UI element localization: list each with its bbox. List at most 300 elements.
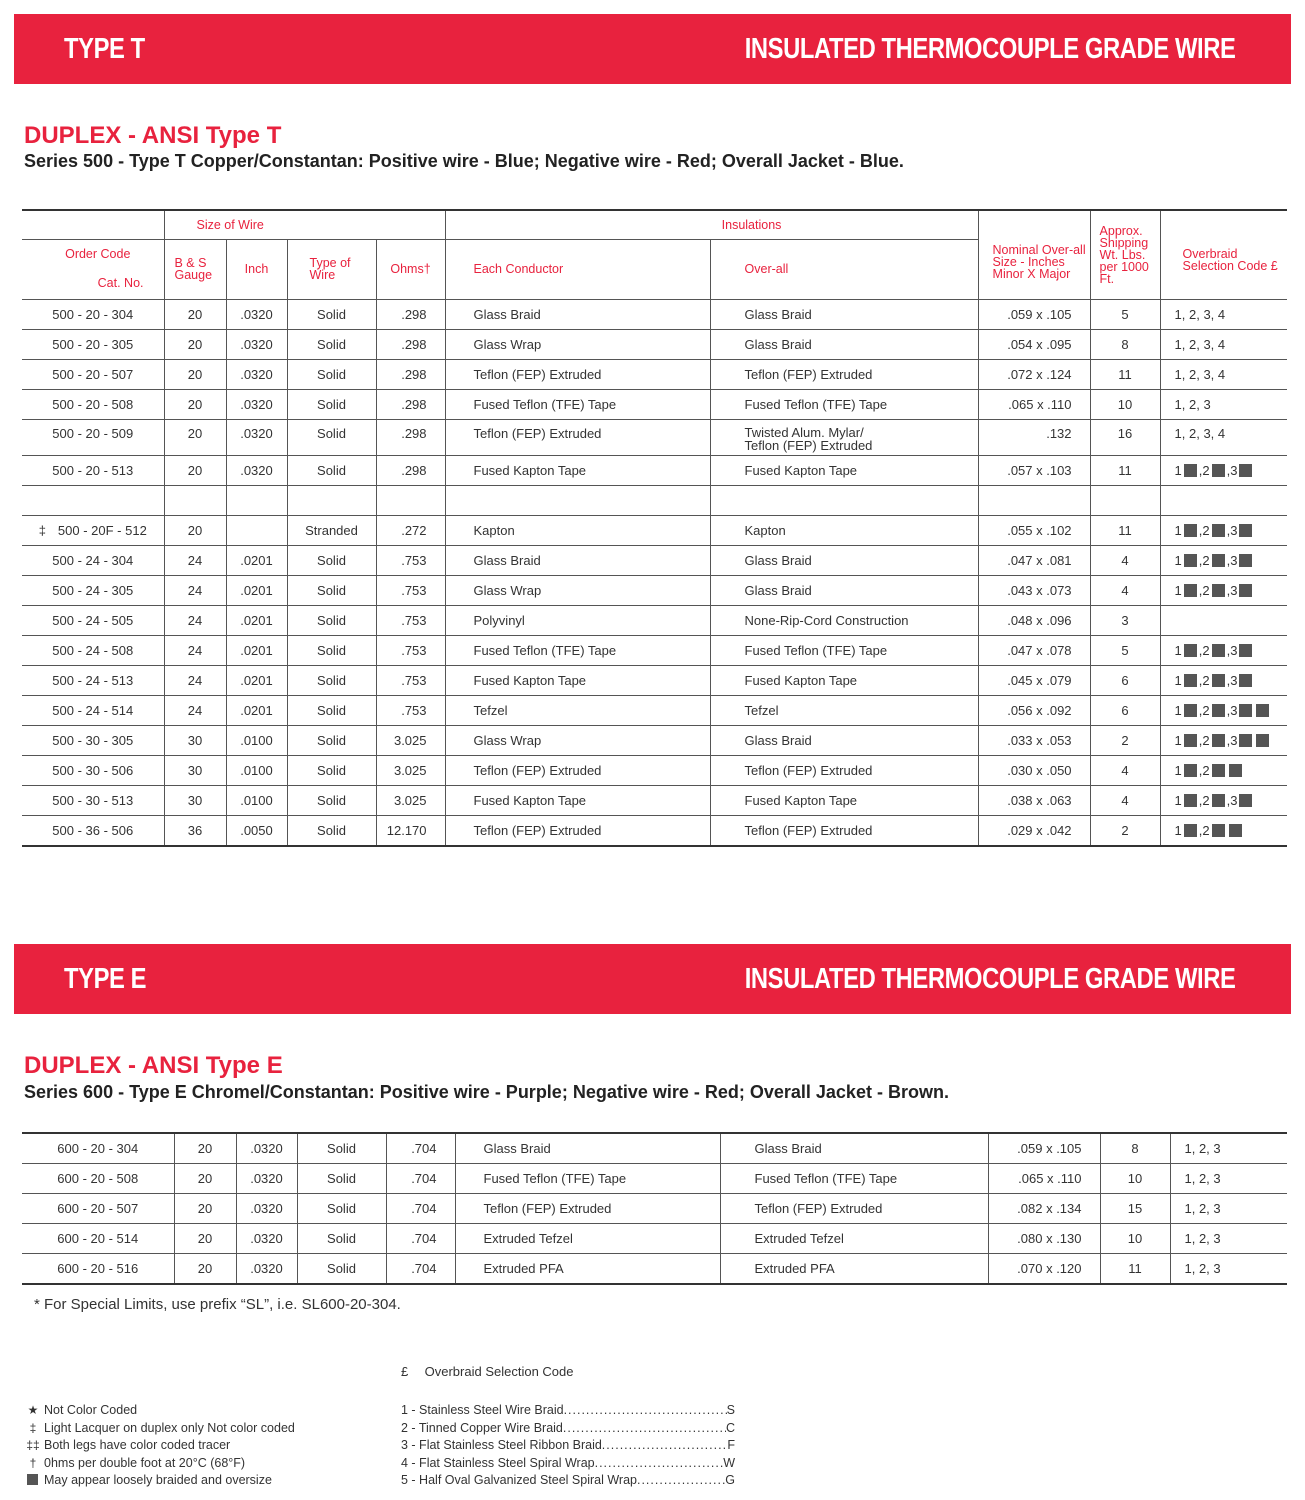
- legend-symbol: ‡‡: [26, 1438, 40, 1452]
- wire-type-cell: Solid: [287, 605, 376, 635]
- braid-code-text: ,2: [1198, 642, 1210, 658]
- order-code-cell: [22, 389, 164, 419]
- order-code-text: 500 - 20F - 512: [57, 522, 147, 538]
- order-code-text: 500 - 24 - 514: [52, 702, 134, 718]
- table-row: [22, 1224, 1287, 1254]
- symbol-legend: [22, 1402, 295, 1490]
- each-conductor-cell: Extruded PFA: [455, 1254, 720, 1285]
- each-conductor-cell: Fused Teflon (TFE) Tape: [445, 635, 710, 665]
- overbraid-code-cell: [1160, 815, 1287, 846]
- special-limits-note: * For Special Limits, use prefix “SL”, i.e. SL600-20-304.: [34, 1296, 401, 1313]
- ohms-cell: .298: [376, 359, 445, 389]
- overbraid-code-cell: [1160, 695, 1287, 725]
- wire-type-cell: Solid: [287, 695, 376, 725]
- shipping-weight-cell: 10: [1100, 1224, 1170, 1254]
- braid-code-text: ,2: [1198, 582, 1210, 598]
- oversize-square-icon: [1239, 554, 1252, 567]
- each-conductor-cell: Polyvinyl: [445, 605, 710, 635]
- overbraid-code-list: [401, 1402, 735, 1490]
- order-code-text: 500 - 20 - 508: [52, 396, 134, 412]
- gauge-cell: 24: [164, 545, 226, 575]
- header-blank: [22, 210, 164, 239]
- overbraid-code-cell: [1160, 635, 1287, 665]
- oversize-square-icon: [1229, 764, 1242, 777]
- shipping-weight-cell: 5: [1090, 299, 1160, 329]
- oversize-square-icon: [1184, 524, 1197, 537]
- ohms-cell: .704: [386, 1164, 455, 1194]
- ohms-cell: .753: [376, 665, 445, 695]
- inch-cell: .0201: [226, 575, 287, 605]
- braid-code-text: ,2: [1198, 552, 1210, 568]
- each-conductor-cell: Fused Kapton Tape: [445, 455, 710, 485]
- overbraid-code-cell: 1, 2, 3: [1170, 1224, 1287, 1254]
- gauge-cell: 20: [174, 1194, 236, 1224]
- each-conductor-cell: Teflon (FEP) Extruded: [445, 755, 710, 785]
- overbraid-code-label: 1 - Stainless Steel Wire Braid: [401, 1403, 564, 1417]
- inch-cell: .0201: [226, 605, 287, 635]
- gauge-cell: 24: [164, 695, 226, 725]
- braid-code-text: ,3: [1226, 672, 1238, 688]
- overbraid-code-cell: 1, 2, 3: [1170, 1254, 1287, 1285]
- empty-cell: [22, 485, 164, 515]
- lacquer-mark: ‡: [38, 522, 46, 538]
- gauge-cell: 24: [164, 575, 226, 605]
- oversize-square-icon: [1184, 464, 1197, 477]
- wire-type-cell: Solid: [287, 455, 376, 485]
- type-t-title: DUPLEX - ANSI Type T: [24, 122, 282, 149]
- inch-cell: .0100: [226, 755, 287, 785]
- type-e-title: DUPLEX - ANSI Type E: [24, 1052, 283, 1079]
- nominal-size-cell: .065 x .110: [978, 389, 1090, 419]
- oversize-square-icon: [1184, 764, 1197, 777]
- braid-code-text: ,2: [1198, 522, 1210, 538]
- order-code-text: 500 - 24 - 304: [52, 552, 134, 568]
- nominal-size-cell: .059 x .105: [988, 1133, 1100, 1164]
- ohms-cell: .272: [376, 515, 445, 545]
- each-conductor-cell: Fused Teflon (TFE) Tape: [445, 389, 710, 419]
- nominal-size-cell: .055 x .102: [978, 515, 1090, 545]
- oversize-square-icon: [1212, 764, 1225, 777]
- dot-leader: [637, 1472, 725, 1490]
- banner-type-label: TYPE E: [64, 963, 147, 995]
- overbraid-code-cell: 1, 2, 3: [1170, 1194, 1287, 1224]
- oversize-square-icon: [1239, 674, 1252, 687]
- header-order-code: Order Code: [22, 239, 164, 268]
- order-code-text: 500 - 30 - 305: [52, 732, 134, 748]
- braid-code-text: 1: [1174, 552, 1182, 568]
- inch-cell: .0201: [226, 695, 287, 725]
- inch-cell: .0100: [226, 785, 287, 815]
- legend-row: [22, 1420, 295, 1438]
- table-row: [22, 299, 1287, 329]
- over-all-line: Teflon (FEP) Extruded: [744, 437, 873, 453]
- oversize-square-icon: [1184, 674, 1197, 687]
- nominal-size-cell: .132: [978, 419, 1090, 455]
- inch-cell: .0201: [226, 635, 287, 665]
- oversize-square-icon: [1229, 824, 1242, 837]
- wire-type-cell: Stranded: [287, 515, 376, 545]
- over-all-cell: Fused Teflon (TFE) Tape: [710, 389, 978, 419]
- overbraid-code-letter: C: [725, 1420, 735, 1435]
- gauge-cell: 30: [164, 755, 226, 785]
- overbraid-code-cell: [1160, 605, 1287, 635]
- order-code-cell: [22, 695, 164, 725]
- braid-code-text: 1: [1174, 732, 1182, 748]
- over-all-cell: None-Rip-Cord Construction: [710, 605, 978, 635]
- braid-code-text: ,3: [1226, 792, 1238, 808]
- inch-cell: [226, 515, 287, 545]
- ohms-cell: .753: [376, 575, 445, 605]
- shipping-weight-cell: 2: [1090, 725, 1160, 755]
- wire-type-cell: Solid: [287, 359, 376, 389]
- nominal-size-cell: .030 x .050: [978, 755, 1090, 785]
- each-conductor-cell: Fused Teflon (TFE) Tape: [455, 1164, 720, 1194]
- order-code-cell: [22, 605, 164, 635]
- header-each-conductor: Each Conductor: [445, 239, 710, 299]
- braid-code-text: ,3: [1226, 702, 1238, 718]
- empty-cell: [978, 485, 1090, 515]
- nominal-size-cell: .080 x .130: [988, 1224, 1100, 1254]
- gauge-cell: 24: [164, 605, 226, 635]
- braid-code-text: ,3: [1226, 552, 1238, 568]
- braid-code-text: 1: [1174, 672, 1182, 688]
- nominal-size-cell: .057 x .103: [978, 455, 1090, 485]
- order-code-cell: [22, 665, 164, 695]
- dot-leader: [602, 1437, 728, 1455]
- braid-code-text: 1: [1174, 582, 1182, 598]
- shipping-weight-cell: 15: [1100, 1194, 1170, 1224]
- wire-type-cell: Solid: [297, 1224, 386, 1254]
- gauge-cell: 24: [164, 635, 226, 665]
- wire-type-cell: Solid: [287, 575, 376, 605]
- oversize-square-icon: [1184, 734, 1197, 747]
- oversize-square-icon: [1184, 794, 1197, 807]
- type-e-banner: [14, 944, 1291, 1014]
- order-code-text: 600 - 20 - 514: [57, 1231, 139, 1246]
- gauge-cell: 24: [164, 665, 226, 695]
- each-conductor-cell: Teflon (FEP) Extruded: [445, 419, 710, 455]
- ohms-cell: .704: [386, 1133, 455, 1164]
- oversize-square-icon: [1212, 734, 1225, 747]
- over-all-cell: Fused Teflon (TFE) Tape: [720, 1164, 988, 1194]
- order-code-text: 500 - 24 - 508: [52, 642, 134, 658]
- shipping-weight-cell: 6: [1090, 695, 1160, 725]
- legend-text: May appear loosely braided and oversize: [44, 1473, 272, 1487]
- table-row: [22, 359, 1287, 389]
- banner-product-label: INSULATED THERMOCOUPLE GRADE WIRE: [744, 33, 1235, 65]
- table-row: [22, 755, 1287, 785]
- order-code-text: 500 - 36 - 506: [52, 822, 134, 838]
- braid-code-text: ,2: [1198, 792, 1210, 808]
- ohms-cell: .753: [376, 545, 445, 575]
- ohms-cell: .298: [376, 419, 445, 455]
- type-e-subtitle: Series 600 - Type E Chromel/Constantan: Positive wire - Purple; Negative wire - Red; Overall Jacket - Brown.: [24, 1082, 949, 1102]
- oversize-square-icon: [1212, 824, 1225, 837]
- order-code-cell: [22, 515, 164, 545]
- shipping-weight-cell: 5: [1090, 635, 1160, 665]
- order-code-text: 500 - 20 - 304: [52, 306, 134, 322]
- legend-row: [22, 1472, 295, 1490]
- dot-leader: [564, 1402, 727, 1420]
- dot-leader: [563, 1420, 726, 1438]
- gauge-cell: 20: [164, 329, 226, 359]
- overbraid-code-cell: 1, 2, 3: [1160, 389, 1287, 419]
- over-all-cell: Teflon (FEP) Extruded: [720, 1194, 988, 1224]
- header-ohms: Ohms†: [376, 239, 445, 299]
- overbraid-code-cell: 1, 2, 3, 4: [1160, 419, 1287, 455]
- oversize-square-icon: [1212, 674, 1225, 687]
- overbraid-code-letter: G: [725, 1473, 735, 1487]
- inch-cell: .0100: [226, 725, 287, 755]
- table-row: [22, 695, 1287, 725]
- over-all-cell: [710, 419, 978, 455]
- braid-code-text: ,3: [1226, 582, 1238, 598]
- inch-cell: .0320: [236, 1164, 297, 1194]
- oversize-square-icon: [27, 1474, 38, 1485]
- type-e-table: [22, 1132, 1287, 1285]
- wire-type-cell: Solid: [297, 1194, 386, 1224]
- legend-text: Light Lacquer on duplex only Not color coded: [44, 1420, 295, 1435]
- table-row: [22, 545, 1287, 575]
- each-conductor-cell: Teflon (FEP) Extruded: [445, 815, 710, 846]
- shipping-weight-cell: 8: [1090, 329, 1160, 359]
- order-code-text: 500 - 24 - 513: [52, 672, 134, 688]
- nominal-size-cell: .054 x .095: [978, 329, 1090, 359]
- oversize-square-icon: [1212, 704, 1225, 717]
- overbraid-code-cell: 1, 2, 3, 4: [1160, 329, 1287, 359]
- type-t-banner: [14, 14, 1291, 84]
- over-all-cell: Glass Braid: [710, 299, 978, 329]
- empty-cell: [226, 485, 287, 515]
- over-all-cell: Fused Kapton Tape: [710, 785, 978, 815]
- order-code-cell: [22, 1194, 174, 1224]
- type-t-subtitle: Series 500 - Type T Copper/Constantan: Positive wire - Blue; Negative wire - Red; Overall Jacket - Blue.: [24, 151, 904, 171]
- overbraid-code-cell: [1160, 515, 1287, 545]
- header-nominal-size: Nominal Over-all Size - Inches Minor X Major: [978, 210, 1090, 299]
- legend-text: 0hms per double foot at 20°C (68°F): [44, 1455, 246, 1470]
- oversize-square-icon: [1256, 704, 1269, 717]
- wire-type-cell: Solid: [287, 815, 376, 846]
- nominal-size-cell: .045 x .079: [978, 665, 1090, 695]
- wire-type-cell: Solid: [297, 1254, 386, 1285]
- overbraid-code-label: 3 - Flat Stainless Steel Ribbon Braid: [401, 1438, 602, 1452]
- nominal-size-cell: .038 x .063: [978, 785, 1090, 815]
- ohms-cell: .704: [386, 1194, 455, 1224]
- nominal-size-cell: .070 x .120: [988, 1254, 1100, 1285]
- oversize-square-icon: [1184, 584, 1197, 597]
- overbraid-code-cell: 1, 2, 3, 4: [1160, 299, 1287, 329]
- shipping-weight-cell: 11: [1090, 359, 1160, 389]
- header-shipping-weight: Approx. Shipping Wt. Lbs. per 1000 Ft.: [1090, 210, 1160, 299]
- shipping-weight-cell: 3: [1090, 605, 1160, 635]
- overbraid-title-text: Overbraid Selection Code: [424, 1364, 574, 1379]
- overbraid-code-row: [401, 1455, 735, 1473]
- order-code-text: 500 - 30 - 506: [52, 762, 134, 778]
- nominal-size-cell: .072 x .124: [978, 359, 1090, 389]
- gauge-cell: 20: [164, 359, 226, 389]
- oversize-square-icon: [1184, 704, 1197, 717]
- braid-code-text: ,2: [1198, 762, 1210, 778]
- nominal-size-cell: .059 x .105: [978, 299, 1090, 329]
- oversize-square-icon: [1239, 524, 1252, 537]
- ohms-cell: .753: [376, 635, 445, 665]
- overbraid-code-cell: [1160, 455, 1287, 485]
- order-code-cell: [22, 815, 164, 846]
- nominal-size-cell: .029 x .042: [978, 815, 1090, 846]
- each-conductor-cell: Tefzel: [445, 695, 710, 725]
- overbraid-code-cell: 1, 2, 3: [1170, 1133, 1287, 1164]
- legend-row: [22, 1437, 295, 1455]
- header-cat-no: Cat. No.: [22, 268, 164, 299]
- wire-type-cell: Solid: [287, 419, 376, 455]
- empty-cell: [164, 485, 226, 515]
- order-code-cell: [22, 1164, 174, 1194]
- over-all-cell: Teflon (FEP) Extruded: [710, 755, 978, 785]
- oversize-square-icon: [1212, 584, 1225, 597]
- each-conductor-cell: Extruded Tefzel: [455, 1224, 720, 1254]
- legend-row: [22, 1455, 295, 1473]
- inch-cell: .0201: [226, 665, 287, 695]
- braid-code-text: 1: [1174, 642, 1182, 658]
- legend-text: Not Color Coded: [44, 1403, 138, 1417]
- overbraid-code-cell: 1, 2, 3, 4: [1160, 359, 1287, 389]
- braid-code-text: ,2: [1198, 822, 1210, 838]
- order-code-cell: [22, 329, 164, 359]
- overbraid-code-cell: [1160, 725, 1287, 755]
- shipping-weight-cell: 11: [1090, 455, 1160, 485]
- ohms-cell: 3.025: [376, 755, 445, 785]
- overbraid-code-row: [401, 1437, 735, 1455]
- header-type-of-wire: Type of Wire: [287, 239, 376, 299]
- over-all-cell: Glass Braid: [710, 575, 978, 605]
- braid-code-text: ,2: [1198, 702, 1210, 718]
- braid-code-text: ,2: [1198, 732, 1210, 748]
- overbraid-code-label: 2 - Tinned Copper Wire Braid: [401, 1420, 563, 1435]
- oversize-square-icon: [1256, 734, 1269, 747]
- order-code-cell: [22, 725, 164, 755]
- inch-cell: .0201: [226, 545, 287, 575]
- each-conductor-cell: Fused Kapton Tape: [445, 785, 710, 815]
- oversize-square-icon: [1239, 704, 1252, 717]
- table-row: [22, 785, 1287, 815]
- over-all-cell: Teflon (FEP) Extruded: [710, 359, 978, 389]
- header-overbraid-code: Overbraid Selection Code £: [1160, 210, 1287, 299]
- table-row: [22, 635, 1287, 665]
- ohms-cell: .298: [376, 389, 445, 419]
- nominal-size-cell: .082 x .134: [988, 1194, 1100, 1224]
- ohms-cell: 3.025: [376, 725, 445, 755]
- nominal-size-cell: .056 x .092: [978, 695, 1090, 725]
- inch-cell: .0320: [226, 389, 287, 419]
- overbraid-code-cell: [1160, 755, 1287, 785]
- oversize-square-icon: [1184, 554, 1197, 567]
- legend-symbol: ‡: [29, 1420, 37, 1435]
- order-code-cell: [22, 1133, 174, 1164]
- order-code-cell: [22, 545, 164, 575]
- order-code-text: 500 - 30 - 513: [52, 792, 134, 808]
- overbraid-code-cell: 1, 2, 3: [1170, 1164, 1287, 1194]
- gauge-cell: 20: [164, 389, 226, 419]
- overbraid-code-cell: [1160, 575, 1287, 605]
- ohms-cell: 12.170: [376, 815, 445, 846]
- table-row: [22, 329, 1287, 359]
- each-conductor-cell: Glass Braid: [445, 299, 710, 329]
- each-conductor-cell: Glass Braid: [445, 545, 710, 575]
- each-conductor-cell: Teflon (FEP) Extruded: [455, 1194, 720, 1224]
- overbraid-code-cell: [1160, 665, 1287, 695]
- over-all-cell: Glass Braid: [710, 725, 978, 755]
- wire-type-cell: Solid: [287, 665, 376, 695]
- ohms-cell: 3.025: [376, 785, 445, 815]
- header-size-of-wire: Size of Wire: [164, 210, 445, 239]
- empty-cell: [287, 485, 376, 515]
- legend-symbol: ★: [27, 1403, 39, 1417]
- ohms-cell: .753: [376, 605, 445, 635]
- table-row: [22, 725, 1287, 755]
- over-all-cell: Tefzel: [710, 695, 978, 725]
- ohms-cell: .704: [386, 1224, 455, 1254]
- each-conductor-cell: Fused Kapton Tape: [445, 665, 710, 695]
- wire-type-cell: Solid: [287, 299, 376, 329]
- overbraid-code-cell: [1160, 785, 1287, 815]
- shipping-weight-cell: 2: [1090, 815, 1160, 846]
- order-code-text: 600 - 20 - 304: [57, 1141, 139, 1156]
- overbraid-code-row: [401, 1472, 735, 1490]
- overbraid-code-cell: [1160, 545, 1287, 575]
- overbraid-code-label: 5 - Half Oval Galvanized Steel Spiral Wrap: [401, 1473, 637, 1487]
- overbraid-code-row: [401, 1420, 735, 1438]
- table-row: [22, 389, 1287, 419]
- nominal-size-cell: .065 x .110: [988, 1164, 1100, 1194]
- order-code-text: 500 - 20 - 507: [52, 366, 134, 382]
- table-row: [22, 455, 1287, 485]
- braid-code-text: ,3: [1226, 732, 1238, 748]
- dot-leader: [595, 1455, 724, 1473]
- nominal-size-cell: .033 x .053: [978, 725, 1090, 755]
- inch-cell: .0050: [226, 815, 287, 846]
- oversize-square-icon: [1184, 644, 1197, 657]
- ohms-cell: .298: [376, 299, 445, 329]
- wire-type-cell: Solid: [287, 635, 376, 665]
- overbraid-code-label: 4 - Flat Stainless Steel Spiral Wrap: [401, 1455, 595, 1470]
- oversize-square-icon: [1239, 584, 1252, 597]
- gauge-cell: 20: [174, 1164, 236, 1194]
- empty-cell: [710, 485, 978, 515]
- overbraid-legend-title: [401, 1364, 573, 1379]
- shipping-weight-cell: 8: [1100, 1133, 1170, 1164]
- order-code-cell: [22, 575, 164, 605]
- table-row: [22, 815, 1287, 846]
- order-code-text: 500 - 24 - 505: [52, 612, 134, 628]
- wire-type-cell: Solid: [287, 389, 376, 419]
- gauge-cell: 20: [164, 419, 226, 455]
- gauge-cell: 20: [174, 1133, 236, 1164]
- each-conductor-cell: Glass Wrap: [445, 575, 710, 605]
- banner-product-label: INSULATED THERMOCOUPLE GRADE WIRE: [744, 963, 1235, 995]
- over-all-cell: Glass Braid: [710, 329, 978, 359]
- gauge-cell: 20: [164, 455, 226, 485]
- overbraid-code-row: [401, 1402, 735, 1420]
- shipping-weight-cell: 6: [1090, 665, 1160, 695]
- nominal-size-cell: .047 x .081: [978, 545, 1090, 575]
- header-gauge: B & S Gauge: [164, 239, 226, 299]
- legend-row: [22, 1402, 295, 1420]
- wire-type-cell: Solid: [287, 545, 376, 575]
- gauge-cell: 20: [164, 299, 226, 329]
- order-code-text: 500 - 20 - 509: [52, 425, 134, 441]
- inch-cell: .0320: [226, 455, 287, 485]
- over-all-cell: Kapton: [710, 515, 978, 545]
